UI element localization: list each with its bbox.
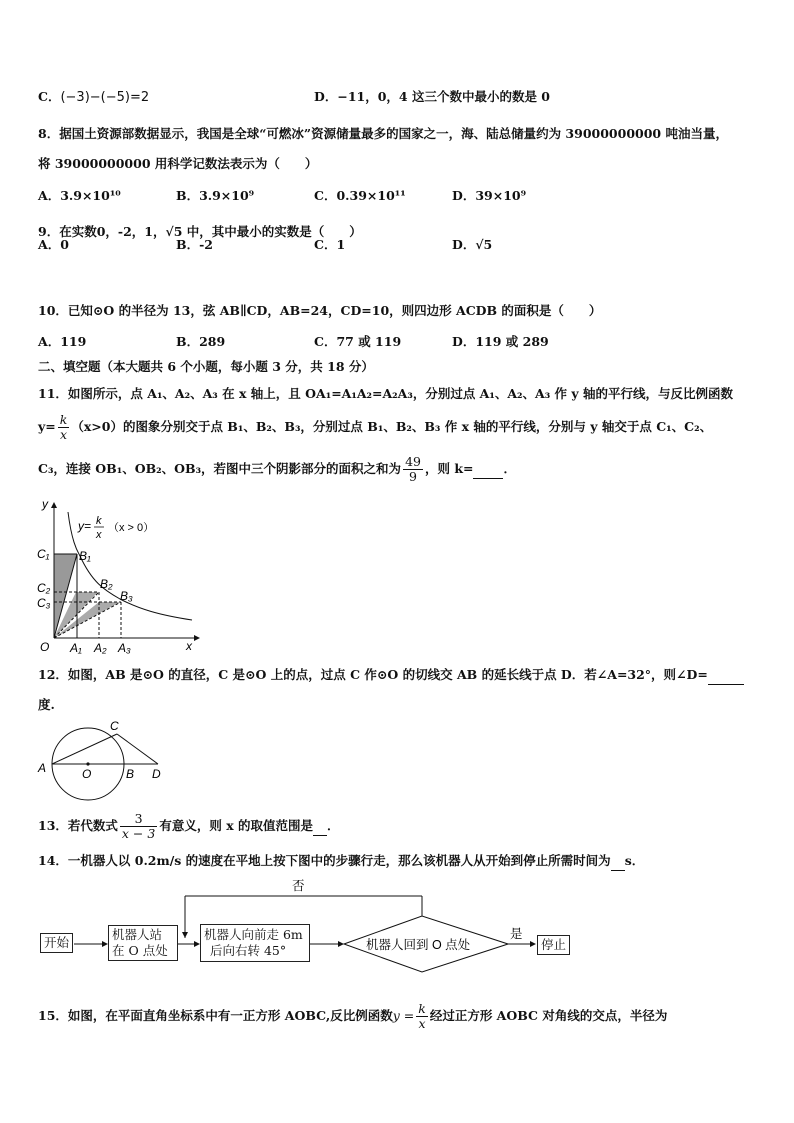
func-label-cond: （x > 0） [108, 522, 155, 534]
label-b: B [126, 767, 135, 781]
q11-answer-blank [473, 460, 503, 479]
q8-option-c: C．0.39×10¹¹ [314, 188, 406, 203]
q12-stem-line1: 12．如图，AB 是⊙O 的直径，C 是⊙O 上的点，过点 C 作⊙O 的切线交 AB 的延长线于点 D．若∠A=32°，则∠D= [38, 666, 744, 685]
q12-stem-line2: 度. [38, 697, 55, 712]
flow-yes-label: 是 [510, 927, 523, 941]
label-c2: C₂ [37, 581, 51, 595]
q14-answer-blank [611, 852, 625, 871]
label-c3: C₃ [37, 596, 51, 610]
q7-option-d [314, 88, 550, 106]
q11-stem-line3: C₃，连接 OB₁、OB₂、OB₃，若图中三个阴影部分的面积之和为 $\frac{49}{9}$ ，则 k= ． [38, 454, 516, 484]
q9-option-c: C．1 [314, 237, 346, 252]
q10-option-a: A．119 [38, 334, 87, 349]
q8-stem-line2: 将 39000000000 用科学记数法表示为（ ） [38, 156, 318, 171]
q11-stem-line1: 11．如图所示，点 A₁、A₂、A₃ 在 x 轴上，且 OA₁=A₁A₂=A₂A₃，分别过点 A₁、A₂、A₃ 作 y 轴的平行线，与反比例函数 [38, 386, 734, 401]
y-axis-label: y [42, 497, 48, 511]
q14-stem: 14．一机器人以 0.2m/s 的速度在平地上按下图中的步骤行走，那么该机器人从开始到停止所需时间为 s． [38, 852, 644, 871]
func-label-pre: y= [78, 519, 92, 533]
func-label-den: x [96, 529, 102, 541]
line-ac [52, 734, 117, 764]
label-a1: A₁ [70, 641, 82, 654]
q8-option-b: B．3.9×10⁹ [176, 188, 255, 203]
q13-answer-blank [313, 817, 327, 836]
q7-option-c [38, 88, 149, 107]
q10-option-c: C．77 或 119 [314, 334, 402, 349]
flow-decision-text: 机器人回到 O 点处 [366, 938, 471, 952]
q10-stem: 10．已知⊙O 的半径为 13，弦 AB∥CD，AB=24，CD=10，则四边形 ACDB 的面积是（ ） [38, 303, 602, 318]
label-a: A [38, 761, 47, 775]
q7-d-label: D． [314, 89, 338, 104]
flow-step2-box: 机器人向前走 6m 后向右转 45° [200, 924, 310, 962]
q7-c-expression: (−3)−(−5)=2 [60, 90, 150, 105]
flow-step1-box: 机器人站 在 O 点处 [108, 925, 178, 961]
q12-answer-blank [708, 666, 744, 685]
q7-c-label: C． [38, 89, 61, 104]
label-a3: A₃ [118, 641, 131, 654]
label-o: O [82, 767, 92, 781]
label-c1: C₁ [37, 547, 50, 561]
origin-label: O [40, 640, 50, 654]
label-a2: A₂ [94, 641, 107, 654]
flow-start-box: 开始 [40, 933, 73, 953]
q15-stem: 15．如图，在平面直角坐标系中有一正方形 AOBC,反比例函数y = $\frac{k}{x}$ 经过正方形 AOBC 对角线的交点，半径为 [38, 1001, 668, 1031]
q9-option-b: B．-2 [176, 237, 213, 252]
tangent-cd [117, 734, 158, 764]
q9-option-d: D．√5 [452, 237, 493, 252]
label-b1: B₁ [79, 549, 91, 563]
func-label-num: k [96, 515, 102, 527]
label-b3: B₃ [120, 589, 133, 603]
label-d: D [152, 767, 161, 781]
flow-stop-box: 停止 [537, 935, 570, 955]
q13-stem: 13．若代数式 $\frac{3}{x - 3}$ 有意义，则 x 的取值范围是 ． [38, 811, 340, 841]
label-b2: B₂ [100, 577, 113, 591]
x-axis-label: x [186, 639, 192, 653]
q11-figure [34, 494, 204, 654]
flow-no-label: 否 [292, 879, 305, 893]
q11-stem-line2: y= $\frac{k}{x}$ （x>0）的图象分别交于点 B₁、B₂、B₃，分别过点 B₁、B₂、B₃ 作 x 轴的平行线，分别与 y 轴交于点 C₁、C₂、 [38, 412, 713, 442]
q8-stem-line1: 8．据国土资源部数据显示，我国是全球“可燃冰”资源储量最多的国家之一，海、陆总储量约为 39000000000 吨油当量， [38, 126, 728, 141]
label-c: C [110, 719, 119, 733]
q12-figure [34, 716, 174, 806]
q10-option-b: B．289 [176, 334, 226, 349]
q8-option-d: D．39×10⁹ [452, 188, 527, 203]
q8-option-a: A．3.9×10¹⁰ [38, 188, 121, 203]
q10-option-d: D．119 或 289 [452, 334, 549, 349]
section-heading-fill-in: 二、填空题（本大题共 6 个小题，每小题 3 分，共 18 分） [38, 359, 374, 374]
q9-stem: 9．在实数0，-2，1，√5 中，其中最小的实数是（ ） [38, 224, 362, 239]
q9-option-a: A．0 [38, 237, 69, 252]
q7-d-text: −11，0，4 这三个数中最小的数是 0 [337, 89, 551, 104]
